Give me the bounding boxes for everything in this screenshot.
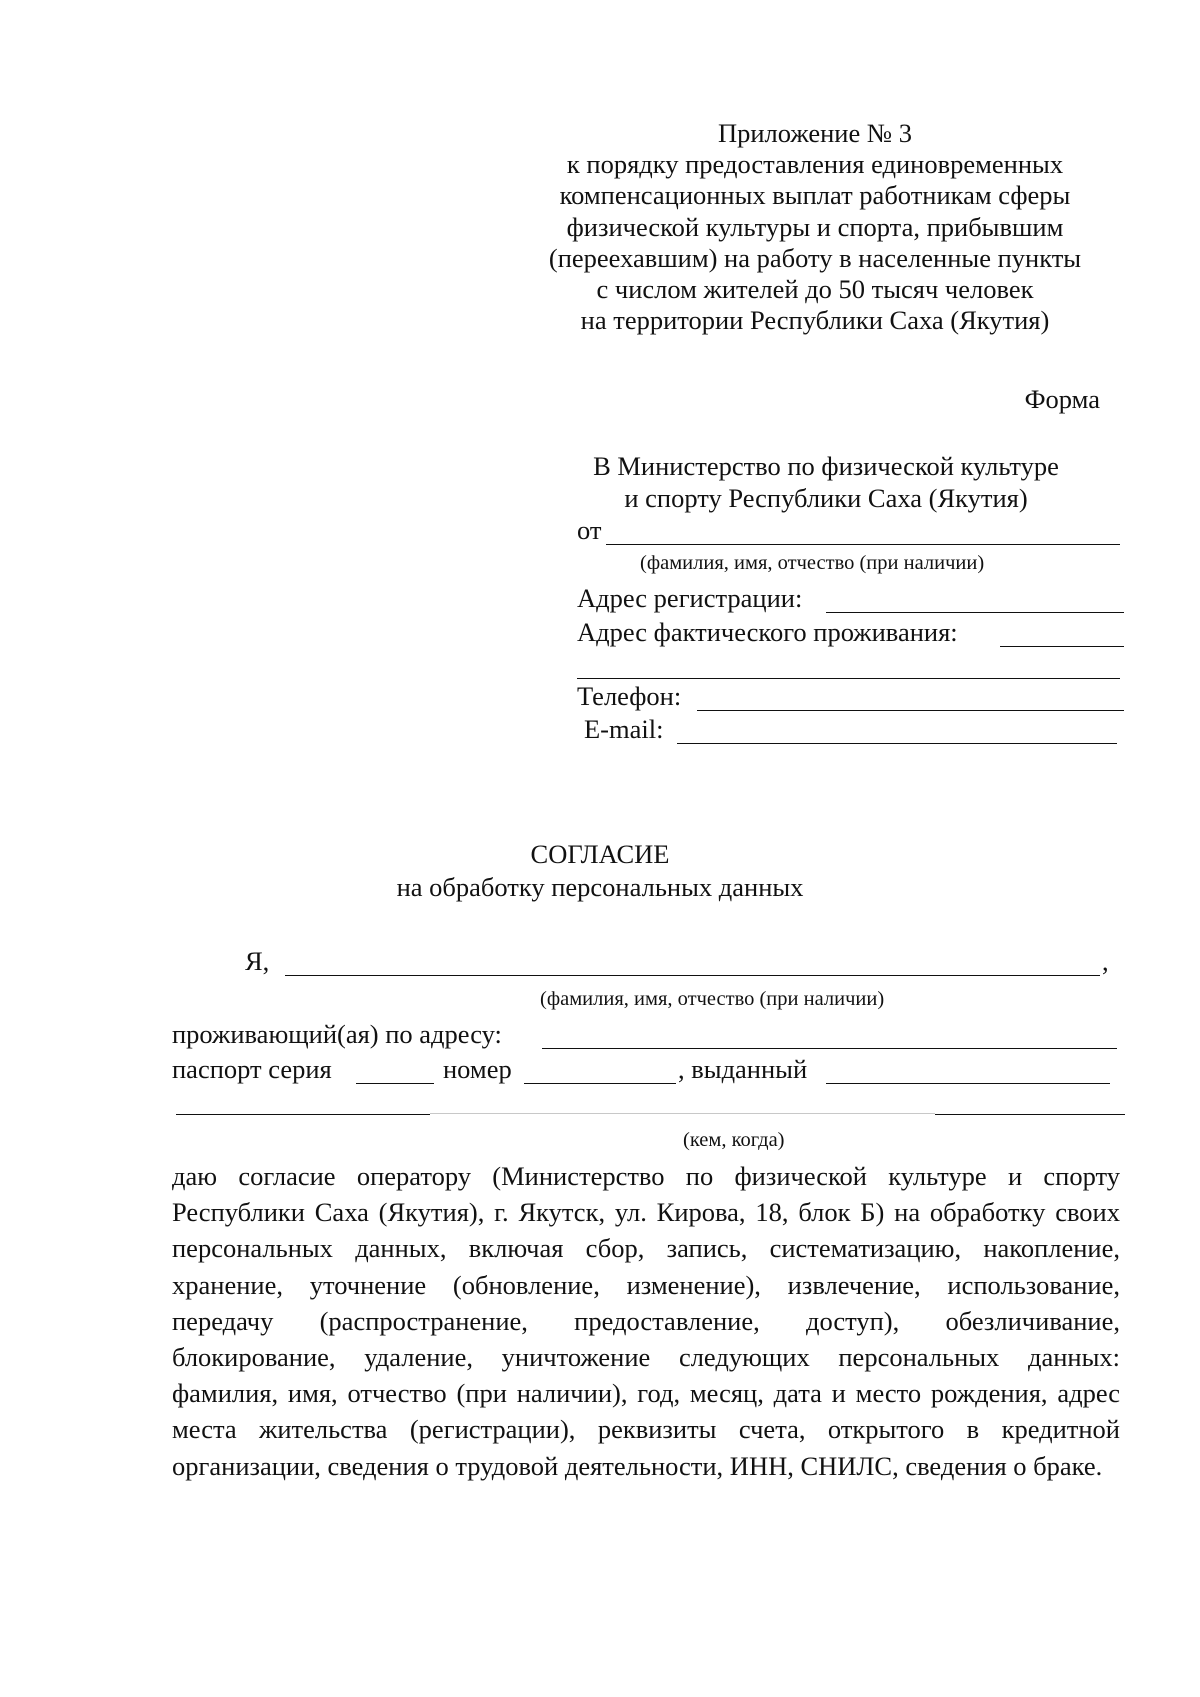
actual-address-field-line2[interactable] — [577, 652, 1120, 679]
consent-fio-field[interactable] — [285, 949, 1100, 976]
issued-by-field-faint — [430, 1113, 935, 1114]
phone-field[interactable] — [697, 684, 1124, 711]
actual-address-field[interactable] — [1000, 620, 1124, 647]
passport-series-field[interactable] — [356, 1057, 434, 1084]
appendix-line: компенсационных выплат работникам сферы — [559, 180, 1071, 211]
passport-issued-field[interactable] — [826, 1057, 1110, 1084]
appendix-heading — [535, 118, 1095, 336]
from-label: от — [577, 515, 602, 545]
from-fio-hint: (фамилия, имя, отчество (при наличии) — [640, 552, 985, 574]
from-fio-field[interactable] — [606, 518, 1120, 545]
email-field[interactable] — [677, 717, 1117, 744]
residing-label: проживающий(ая) по адресу: — [172, 1019, 502, 1049]
appendix-line: к порядку предоставления единовременных — [566, 149, 1064, 180]
consent-fio-hint: (фамилия, имя, отчество (при наличии) — [540, 988, 885, 1010]
passport-issued-label: , выданный — [678, 1054, 808, 1084]
residing-address-field[interactable] — [542, 1022, 1117, 1049]
recipient-block — [576, 450, 1076, 514]
appendix-line: физической культуры и спорта, прибывшим — [566, 211, 1064, 242]
passport-number-label: номер — [443, 1054, 512, 1084]
recipient-line: В Министерство по физической культуре — [593, 451, 1059, 481]
i-label: Я, — [245, 946, 270, 976]
issued-by-field-end[interactable] — [935, 1088, 1125, 1115]
passport-series-label: паспорт серия — [172, 1054, 332, 1084]
fio-comma: , — [1102, 946, 1109, 976]
consent-body-text: даю согласие оператору (Министерство по физической культуре и спорту Республики Саха (Якутия), г. Якутск, ул. Кирова, 18, блок Б) на обработку своих персональных данных, включая сбор, запись, систематизацию, накопление, хранение, уточнение (обновление, изменение), извлечение, использование, передачу (распространение, предоставление, доступ), обезличивание, блокирование, удаление, уничтожение следующих персональных данных: фамилия, имя, отчество (при наличии), год, месяц, дата и место рождения, адрес места жительства (регистрации), реквизиты счета, открытого в кредитной организации, сведения о трудовой деятельности, ИНН, СНИЛС, сведения о браке. — [172, 1161, 1120, 1481]
passport-number-field[interactable] — [524, 1057, 676, 1084]
issued-by-field[interactable] — [176, 1088, 430, 1115]
issued-by-hint: (кем, когда) — [683, 1129, 785, 1151]
appendix-line: на территории Республики Саха (Якутия) — [580, 305, 1050, 336]
reg-address-field[interactable] — [826, 586, 1124, 613]
consent-heading — [0, 838, 1200, 904]
phone-label: Телефон: — [577, 681, 682, 711]
email-label: E-mail: — [584, 714, 664, 744]
appendix-line: с числом жителей до 50 тысяч человек — [596, 274, 1034, 305]
consent-title: СОГЛАСИЕ — [530, 839, 670, 869]
form-label: Форма — [1024, 384, 1100, 414]
actual-address-label: Адрес фактического проживания: — [577, 617, 958, 647]
appendix-line: Приложение № 3 — [717, 118, 912, 148]
recipient-line: и спорту Республики Саха (Якутия) — [624, 483, 1028, 513]
consent-subtitle: на обработку персональных данных — [396, 872, 804, 902]
appendix-line: (переехавшим) на работу в населенные пункты — [548, 242, 1082, 273]
reg-address-label: Адрес регистрации: — [577, 583, 803, 613]
